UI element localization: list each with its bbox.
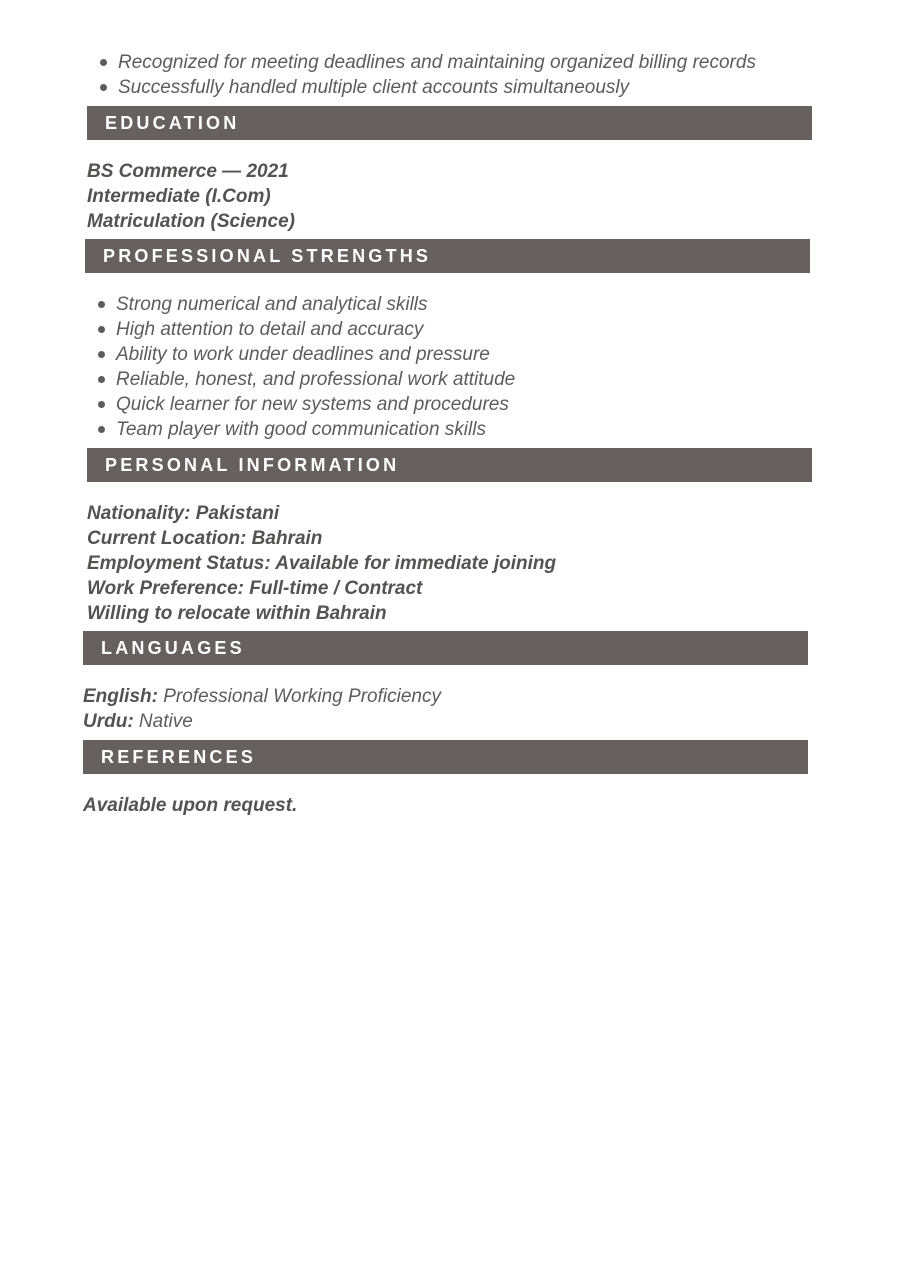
languages-heading: LANGUAGES: [101, 638, 245, 658]
personal-info-item: Employment Status: Available for immediate joining: [87, 553, 557, 574]
bullet-icon: [98, 351, 105, 358]
bullet-icon: [98, 376, 105, 383]
list-item: Reliable, honest, and professional work attitude: [116, 367, 515, 392]
bullet-icon: [100, 84, 107, 91]
bullet-icon: [98, 326, 105, 333]
strengths-heading-bar: [85, 239, 810, 273]
strengths-heading: PROFESSIONAL STRENGTHS: [103, 246, 432, 266]
education-item: BS Commerce — 2021: [87, 161, 289, 182]
language-level: Native: [133, 711, 193, 732]
education-item: Matriculation (Science): [87, 211, 295, 232]
personal-info-item: Willing to relocate within Bahrain: [87, 603, 387, 624]
list-item: Strong numerical and analytical skills: [116, 292, 515, 317]
education-heading: EDUCATION: [105, 113, 240, 133]
personal-info-item: Work Preference: Full-time / Contract: [87, 578, 423, 599]
list-item: Team player with good communication skills: [116, 417, 515, 442]
education-list: [87, 159, 295, 234]
education-heading-bar: [87, 106, 812, 140]
language-item: [83, 709, 441, 734]
personal-heading-bar: [87, 448, 812, 482]
languages-list: [83, 684, 441, 734]
personal-info-list: [87, 501, 556, 626]
list-item: Recognized for meeting deadlines and maintaining organized billing records: [118, 50, 756, 75]
references-heading-bar: [83, 740, 808, 774]
personal-info-item: Current Location: Bahrain: [87, 528, 323, 549]
education-item: Intermediate (I.Com): [87, 186, 271, 207]
bullet-icon: [98, 301, 105, 308]
references-text: Available upon request.: [83, 795, 298, 816]
bullet-icon: [98, 401, 105, 408]
list-item: Ability to work under deadlines and pressure: [116, 342, 515, 367]
strengths-list: [116, 292, 515, 442]
personal-info-item: Nationality: Pakistani: [87, 503, 280, 524]
language-level: Professional Working Proficiency: [157, 686, 441, 707]
list-item: Successfully handled multiple client accounts simultaneously: [118, 75, 756, 100]
references-heading: REFERENCES: [101, 747, 257, 767]
language-item: [83, 684, 441, 709]
language-name: Urdu:: [83, 711, 134, 732]
references-section: [83, 793, 297, 818]
personal-heading: PERSONAL INFORMATION: [105, 455, 400, 475]
list-item: Quick learner for new systems and procedures: [116, 392, 515, 417]
achievements-list: [118, 50, 756, 100]
language-name: English:: [83, 686, 158, 707]
bullet-icon: [100, 59, 107, 66]
list-item: High attention to detail and accuracy: [116, 317, 515, 342]
languages-heading-bar: [83, 631, 808, 665]
bullet-icon: [98, 426, 105, 433]
